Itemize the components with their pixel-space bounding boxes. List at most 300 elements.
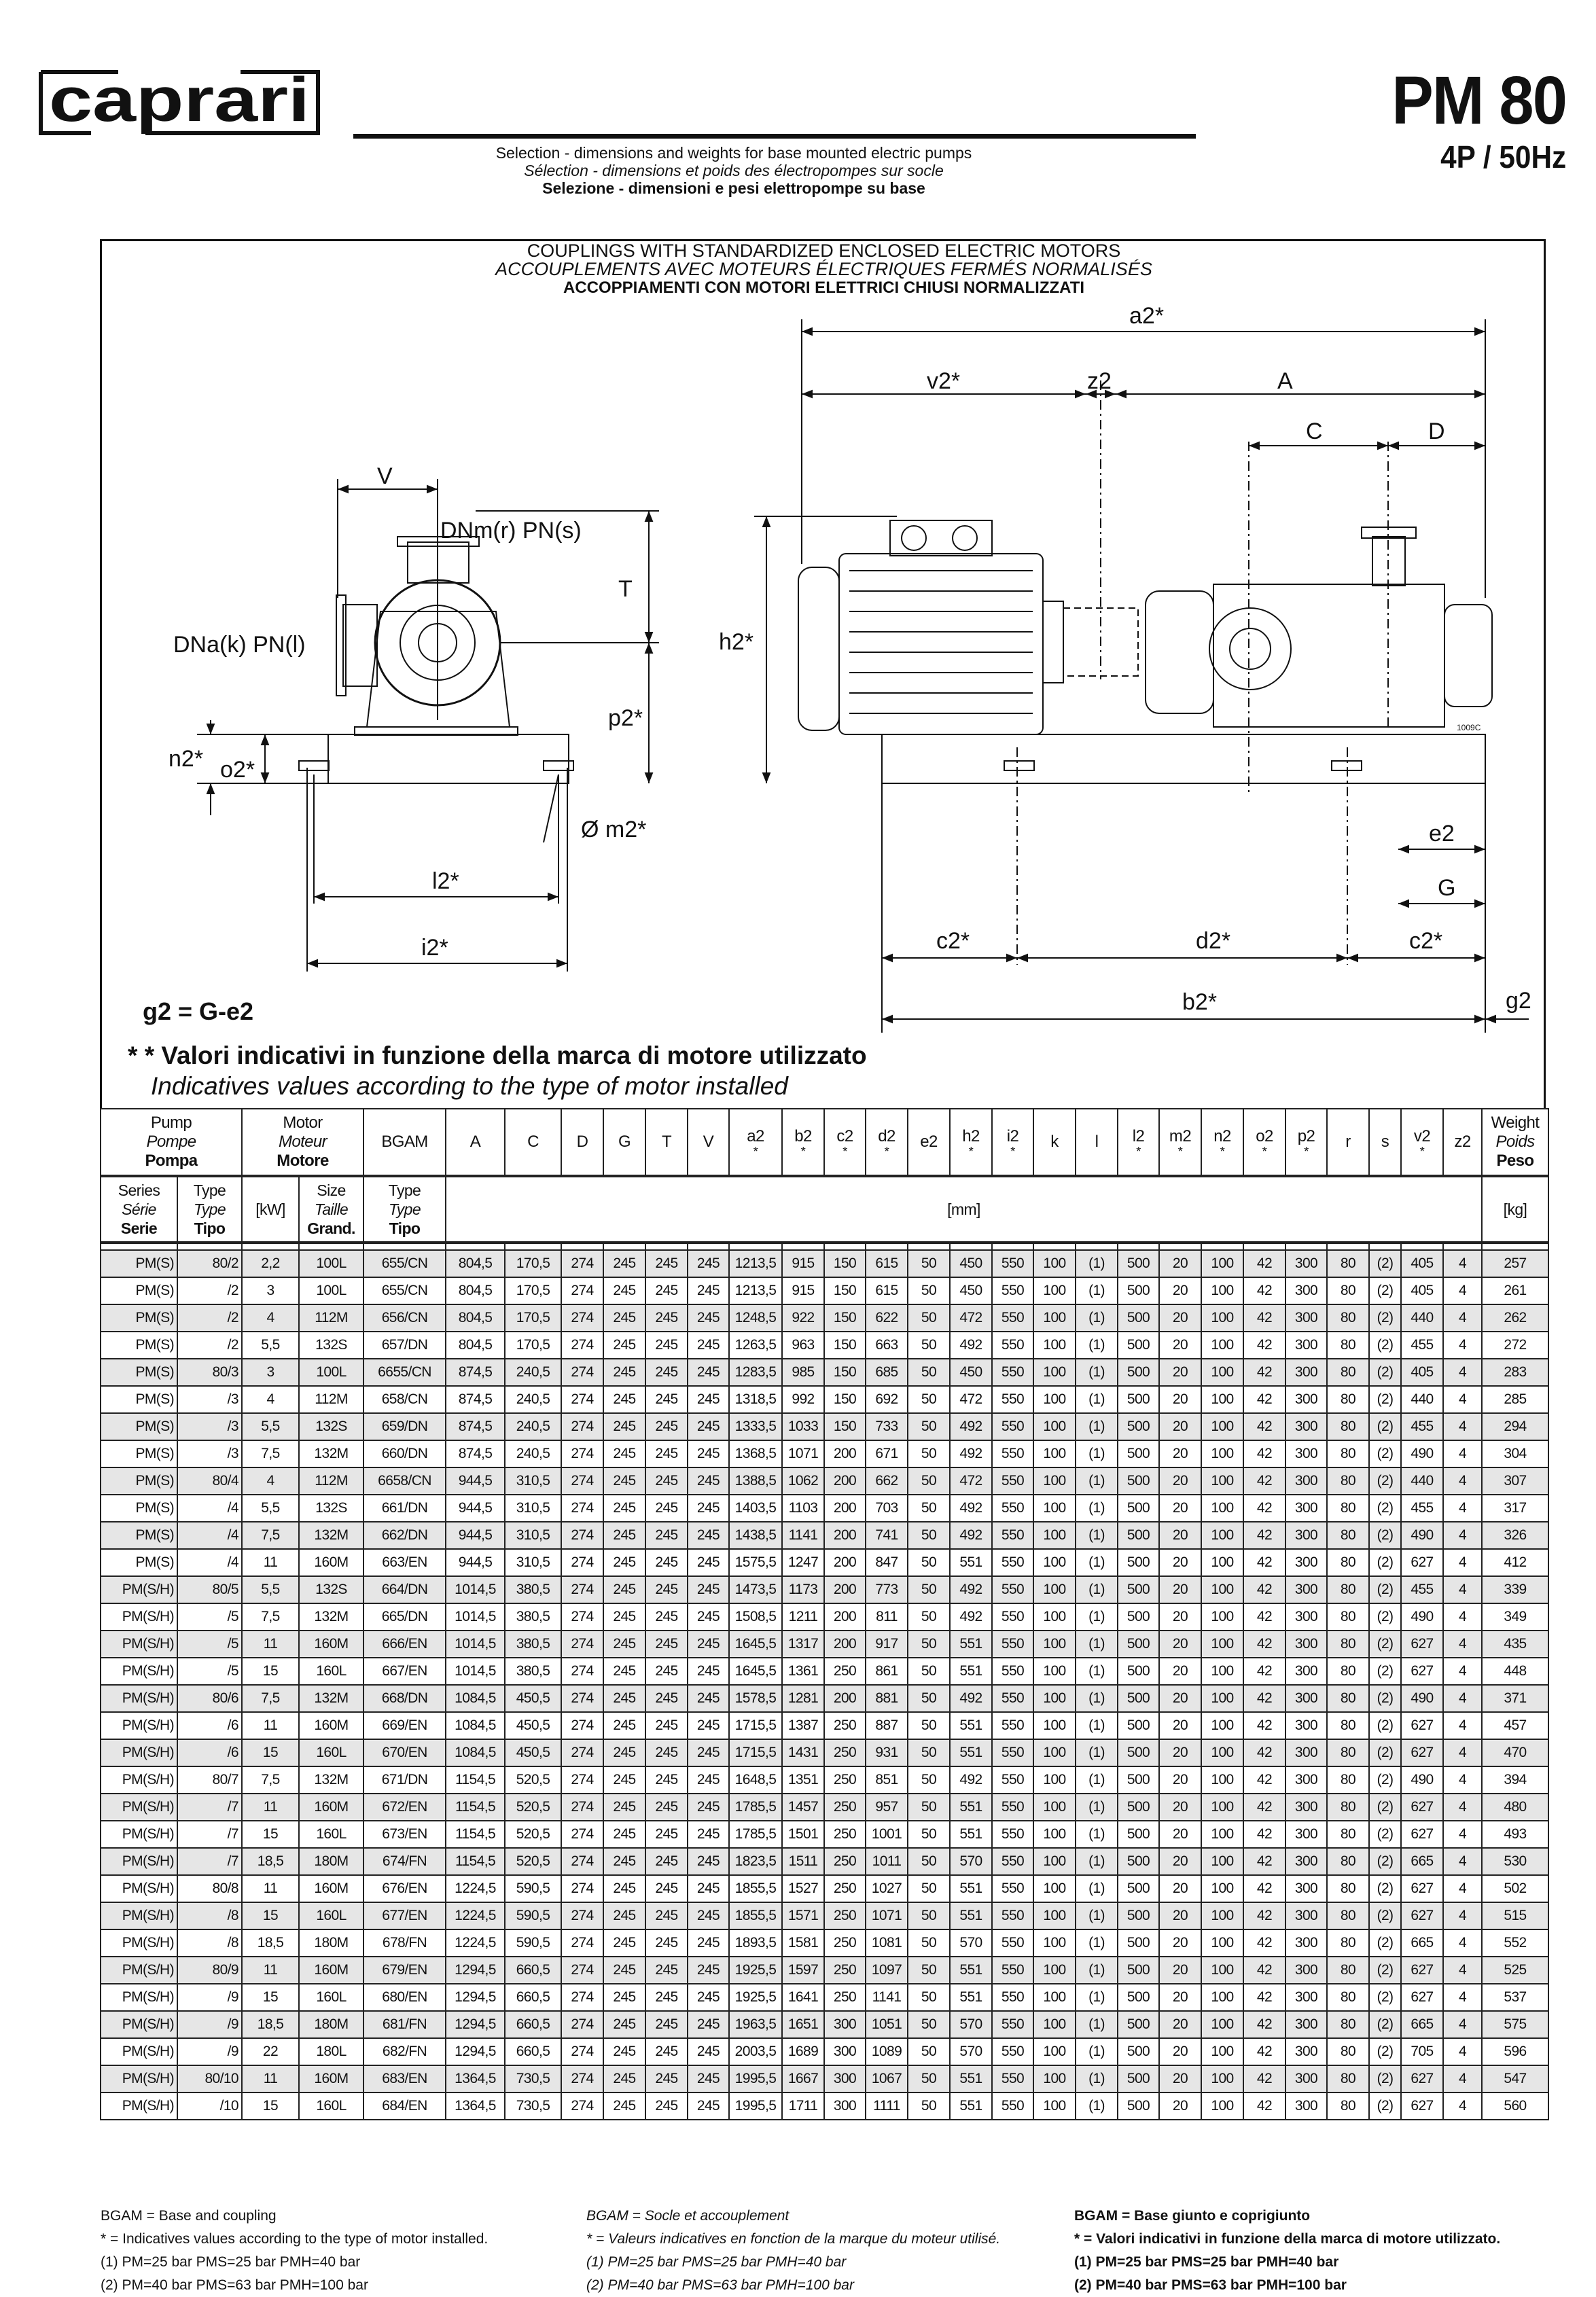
model-variant: 4P / 50Hz xyxy=(1440,139,1566,175)
table-cell: 1667 xyxy=(782,2065,824,2093)
table-cell: 1154,5 xyxy=(446,1766,505,1794)
table-cell: 596 xyxy=(1482,2038,1548,2065)
table-cell: 80 xyxy=(1327,1467,1369,1495)
label-b2: b2* xyxy=(1182,989,1218,1015)
table-cell: 405 xyxy=(1401,1359,1443,1386)
table-cell: 500 xyxy=(1118,1495,1159,1522)
table-cell: 666/EN xyxy=(363,1631,446,1658)
table-cell: 42 xyxy=(1243,2093,1285,2120)
table-cell: 20 xyxy=(1159,1495,1201,1522)
table-cell: 4 xyxy=(1443,1359,1482,1386)
table-cell: 550 xyxy=(992,2065,1033,2093)
table-cell: 300 xyxy=(1285,1957,1327,1984)
table-cell: 80 xyxy=(1327,1522,1369,1549)
table-cell: 4 xyxy=(1443,1522,1482,1549)
table-cell: /7 xyxy=(177,1848,242,1875)
table-cell: 160M xyxy=(299,2065,363,2093)
spacer-cell xyxy=(1443,1243,1482,1250)
table-cell: 310,5 xyxy=(505,1495,561,1522)
table-cell: 550 xyxy=(992,1766,1033,1794)
table-cell: 245 xyxy=(645,1821,688,1848)
subtitle-it: Selezione - dimensioni e pesi elettropompe su base xyxy=(542,179,925,197)
table-cell: PM(S/H) xyxy=(101,2038,177,2065)
indicative-note-en: Indicatives values according to the type of motor installed xyxy=(151,1072,788,1100)
table-cell: 550 xyxy=(992,1386,1033,1413)
spacer-cell xyxy=(688,1243,729,1250)
table-cell: 250 xyxy=(824,1957,866,1984)
table-cell: 500 xyxy=(1118,1386,1159,1413)
table-cell: 100 xyxy=(1033,1250,1076,1277)
table-cell: 537 xyxy=(1482,1984,1548,2011)
table-cell: 300 xyxy=(1285,1522,1327,1549)
table-cell: (1) xyxy=(1076,1359,1118,1386)
table-cell: 274 xyxy=(561,1929,603,1957)
spacer-cell xyxy=(603,1243,645,1250)
table-cell: 550 xyxy=(992,2093,1033,2120)
table-cell: 250 xyxy=(824,1821,866,1848)
table-cell: 1963,5 xyxy=(729,2011,782,2038)
label-o2: o2* xyxy=(220,757,255,783)
table-cell: 42 xyxy=(1243,1875,1285,1902)
table-cell: 42 xyxy=(1243,1386,1285,1413)
table-cell: PM(S/H) xyxy=(101,2011,177,2038)
table-cell: 1457 xyxy=(782,1794,824,1821)
table-cell: 50 xyxy=(908,1413,950,1440)
table-cell: 405 xyxy=(1401,1277,1443,1304)
table-cell: 80 xyxy=(1327,1576,1369,1603)
table-cell: 160M xyxy=(299,1957,363,1984)
table-row xyxy=(101,1957,1548,1984)
table-cell: 1648,5 xyxy=(729,1766,782,1794)
spacer-cell xyxy=(505,1243,561,1250)
table-cell: 349 xyxy=(1482,1603,1548,1631)
label-V: V xyxy=(377,463,393,489)
header-dim-i2: i2 * xyxy=(992,1109,1033,1176)
table-cell: 4 xyxy=(1443,1495,1482,1522)
table-cell: 42 xyxy=(1243,1902,1285,1929)
table-cell: 300 xyxy=(1285,1250,1327,1277)
table-cell: 730,5 xyxy=(505,2065,561,2093)
header-dim-V: V xyxy=(688,1109,729,1176)
table-cell: 4 xyxy=(1443,1848,1482,1875)
table-cell: (2) xyxy=(1369,1957,1401,1984)
table-cell: 112M xyxy=(299,1304,363,1332)
table-row xyxy=(101,1712,1548,1739)
table-cell: 245 xyxy=(688,1658,729,1685)
table-row xyxy=(101,1277,1548,1304)
indicative-note-it: * * Valori indicativi in funzione della marca di motore utilizzato xyxy=(128,1041,867,1069)
table-cell: (2) xyxy=(1369,1549,1401,1576)
table-row xyxy=(101,1359,1548,1386)
table-cell: 300 xyxy=(1285,1631,1327,1658)
table-cell: 1033 xyxy=(782,1413,824,1440)
table-cell: PM(S) xyxy=(101,1359,177,1386)
table-cell: 1508,5 xyxy=(729,1603,782,1631)
table-cell: 679/EN xyxy=(363,1957,446,1984)
table-cell: 4 xyxy=(1443,1984,1482,2011)
table-cell: 80 xyxy=(1327,1658,1369,1685)
table-cell: 250 xyxy=(824,1929,866,1957)
header-dim-d2: d2 * xyxy=(866,1109,908,1176)
table-cell: 150 xyxy=(824,1304,866,1332)
table-cell: 250 xyxy=(824,1902,866,1929)
table-cell: 160L xyxy=(299,1821,363,1848)
table-cell: 300 xyxy=(824,2093,866,2120)
table-cell: 20 xyxy=(1159,1250,1201,1277)
table-cell: 1925,5 xyxy=(729,1984,782,2011)
table-cell: 245 xyxy=(645,2038,688,2065)
table-row xyxy=(101,1902,1548,1929)
spacer-cell xyxy=(950,1243,992,1250)
table-cell: 1689 xyxy=(782,2038,824,2065)
table-cell: 500 xyxy=(1118,1277,1159,1304)
table-cell: 80 xyxy=(1327,1277,1369,1304)
table-cell: 100 xyxy=(1201,1359,1243,1386)
header-dim-p2: p2 * xyxy=(1285,1109,1327,1176)
table-cell: /8 xyxy=(177,1929,242,1957)
table-cell: 100 xyxy=(1033,1929,1076,1957)
table-cell: 550 xyxy=(992,1495,1033,1522)
table-cell: 677/EN xyxy=(363,1902,446,1929)
header-dim-h2: h2 * xyxy=(950,1109,992,1176)
table-cell: 245 xyxy=(688,2038,729,2065)
table-cell: 804,5 xyxy=(446,1277,505,1304)
table-cell: 655/CN xyxy=(363,1277,446,1304)
table-cell: 245 xyxy=(603,1359,645,1386)
table-cell: 250 xyxy=(824,1984,866,2011)
table-cell: 300 xyxy=(1285,1576,1327,1603)
table-cell: 4 xyxy=(1443,1467,1482,1495)
table-cell: 11 xyxy=(242,1712,299,1739)
table-cell: 80 xyxy=(1327,1766,1369,1794)
table-cell: 1651 xyxy=(782,2011,824,2038)
table-cell: 4 xyxy=(1443,1929,1482,1957)
table-row xyxy=(101,1929,1548,1957)
table-cell: 881 xyxy=(866,1685,908,1712)
table-cell: 1473,5 xyxy=(729,1576,782,1603)
table-cell: 80/5 xyxy=(177,1576,242,1603)
table-cell: 150 xyxy=(824,1386,866,1413)
table-cell: 665 xyxy=(1401,1848,1443,1875)
table-cell: 250 xyxy=(824,1766,866,1794)
table-cell: (2) xyxy=(1369,1631,1401,1658)
table-cell: 245 xyxy=(688,1332,729,1359)
table-cell: 300 xyxy=(1285,1984,1327,2011)
table-cell: 1855,5 xyxy=(729,1875,782,1902)
table-cell: 100 xyxy=(1201,1902,1243,1929)
table-cell: 665 xyxy=(1401,2011,1443,2038)
table-cell: 963 xyxy=(782,1332,824,1359)
spacer-cell xyxy=(992,1243,1033,1250)
table-cell: 4 xyxy=(1443,1277,1482,1304)
table-cell: 1154,5 xyxy=(446,1821,505,1848)
table-cell: 274 xyxy=(561,1875,603,1902)
table-cell: 50 xyxy=(908,1495,950,1522)
table-cell: 550 xyxy=(992,1685,1033,1712)
table-cell: 300 xyxy=(1285,2011,1327,2038)
table-cell: 550 xyxy=(992,1440,1033,1467)
table-cell: 100 xyxy=(1201,1984,1243,2011)
table-cell: 590,5 xyxy=(505,1929,561,1957)
table-cell: 100 xyxy=(1033,1685,1076,1712)
table-cell: 132S xyxy=(299,1413,363,1440)
table-cell: 627 xyxy=(1401,2093,1443,2120)
spacer-cell xyxy=(1076,1243,1118,1250)
table-cell: 1154,5 xyxy=(446,1848,505,1875)
table-cell: 245 xyxy=(645,1250,688,1277)
table-cell: 100L xyxy=(299,1359,363,1386)
table-cell: 804,5 xyxy=(446,1332,505,1359)
table-cell: 245 xyxy=(688,1413,729,1440)
table-cell: 7,5 xyxy=(242,1685,299,1712)
table-cell: 50 xyxy=(908,1467,950,1495)
table-cell: 170,5 xyxy=(505,1277,561,1304)
table-cell: 245 xyxy=(603,1440,645,1467)
table-cell: 4 xyxy=(1443,2065,1482,2093)
table-cell: 570 xyxy=(950,1848,992,1875)
table-cell: 245 xyxy=(603,1495,645,1522)
header-dim-n2: n2 * xyxy=(1201,1109,1243,1176)
table-cell: 657/DN xyxy=(363,1332,446,1359)
label-e2: e2 xyxy=(1429,821,1455,847)
table-row xyxy=(101,1576,1548,1603)
table-cell: 733 xyxy=(866,1413,908,1440)
table-cell: 80 xyxy=(1327,1902,1369,1929)
table-cell: 1571 xyxy=(782,1902,824,1929)
table-cell: 257 xyxy=(1482,1250,1548,1277)
table-cell: 551 xyxy=(950,1821,992,1848)
label-T: T xyxy=(618,576,633,602)
table-cell: 1823,5 xyxy=(729,1848,782,1875)
table-cell: 42 xyxy=(1243,1712,1285,1739)
table-cell: (2) xyxy=(1369,1304,1401,1332)
table-cell: 500 xyxy=(1118,1984,1159,2011)
table-cell: 520,5 xyxy=(505,1766,561,1794)
table-cell: /9 xyxy=(177,2038,242,2065)
table-cell: 1294,5 xyxy=(446,1984,505,2011)
table-cell: 50 xyxy=(908,1712,950,1739)
table-cell: 4 xyxy=(1443,1766,1482,1794)
table-cell: 300 xyxy=(1285,1848,1327,1875)
table-cell: 550 xyxy=(992,1902,1033,1929)
table-cell: 1027 xyxy=(866,1875,908,1902)
table-cell: 5,5 xyxy=(242,1576,299,1603)
table-cell: 1283,5 xyxy=(729,1359,782,1386)
table-row xyxy=(101,1984,1548,2011)
table-cell: 245 xyxy=(603,1984,645,2011)
table-cell: 42 xyxy=(1243,1685,1285,1712)
drawing-code: 1009C xyxy=(1457,723,1481,732)
table-cell: 615 xyxy=(866,1250,908,1277)
table-cell: 250 xyxy=(824,1739,866,1766)
table-cell: 1084,5 xyxy=(446,1712,505,1739)
table-cell: 551 xyxy=(950,1549,992,1576)
table-cell: 100 xyxy=(1033,1413,1076,1440)
table-cell: /2 xyxy=(177,1277,242,1304)
spacer-cell xyxy=(1285,1243,1327,1250)
table-cell: 100 xyxy=(1201,1386,1243,1413)
table-cell: 660,5 xyxy=(505,2011,561,2038)
table-cell: 550 xyxy=(992,1467,1033,1495)
table-cell: 245 xyxy=(645,1957,688,1984)
table-cell: 274 xyxy=(561,1250,603,1277)
table-cell: 1361 xyxy=(782,1658,824,1685)
table-cell: /4 xyxy=(177,1522,242,1549)
table-cell: (2) xyxy=(1369,2093,1401,2120)
table-cell: 4 xyxy=(1443,2011,1482,2038)
table-cell: 1294,5 xyxy=(446,1957,505,1984)
table-row xyxy=(101,1413,1548,1440)
table-cell: 310,5 xyxy=(505,1522,561,1549)
table-cell: 551 xyxy=(950,1739,992,1766)
table-cell: 1645,5 xyxy=(729,1658,782,1685)
table-cell: 245 xyxy=(645,1685,688,1712)
table-cell: 741 xyxy=(866,1522,908,1549)
label-n2: n2* xyxy=(169,746,204,772)
table-cell: 671/DN xyxy=(363,1766,446,1794)
table-cell: (1) xyxy=(1076,1902,1118,1929)
table-cell: /5 xyxy=(177,1603,242,1631)
table-cell: 50 xyxy=(908,1821,950,1848)
table-cell: 500 xyxy=(1118,1332,1159,1359)
table-cell: 245 xyxy=(603,1712,645,1739)
table-cell: 500 xyxy=(1118,1848,1159,1875)
table-cell: 300 xyxy=(1285,1549,1327,1576)
table-cell: 80 xyxy=(1327,1821,1369,1848)
table-cell: 15 xyxy=(242,2093,299,2120)
table-cell: 455 xyxy=(1401,1576,1443,1603)
table-cell: 551 xyxy=(950,1712,992,1739)
table-cell: 300 xyxy=(1285,1929,1327,1957)
table-cell: 1715,5 xyxy=(729,1712,782,1739)
table-cell: 100 xyxy=(1033,2011,1076,2038)
table-cell: 915 xyxy=(782,1250,824,1277)
spacer-cell xyxy=(782,1243,824,1250)
table-cell: /8 xyxy=(177,1902,242,1929)
table-cell: 500 xyxy=(1118,1766,1159,1794)
table-cell: 1527 xyxy=(782,1875,824,1902)
label-DNa: DNa(k) PN(l) xyxy=(173,632,306,658)
table-cell: 20 xyxy=(1159,1576,1201,1603)
table-spacer-row xyxy=(101,1243,1548,1250)
table-cell: 448 xyxy=(1482,1658,1548,1685)
label-i2: i2* xyxy=(421,935,448,961)
table-row xyxy=(101,1440,1548,1467)
table-cell: (1) xyxy=(1076,1739,1118,1766)
table-cell: 100 xyxy=(1033,1794,1076,1821)
table-cell: 300 xyxy=(1285,1712,1327,1739)
table-cell: 2003,5 xyxy=(729,2038,782,2065)
table-cell: 20 xyxy=(1159,1848,1201,1875)
table-cell: 502 xyxy=(1482,1875,1548,1902)
table-cell: 274 xyxy=(561,1576,603,1603)
table-cell: 627 xyxy=(1401,1902,1443,1929)
table-cell: 1224,5 xyxy=(446,1875,505,1902)
spacer-cell xyxy=(1401,1243,1443,1250)
table-cell: 1351 xyxy=(782,1766,824,1794)
table-row xyxy=(101,1332,1548,1359)
table-cell: 615 xyxy=(866,1277,908,1304)
table-cell: 245 xyxy=(688,1250,729,1277)
table-cell: 100 xyxy=(1033,1603,1076,1631)
table-cell: (2) xyxy=(1369,1794,1401,1821)
table-cell: 550 xyxy=(992,1603,1033,1631)
table-cell: PM(S/H) xyxy=(101,2065,177,2093)
table-cell: 245 xyxy=(603,1875,645,1902)
table-cell: 200 xyxy=(824,1631,866,1658)
indicative-note-it-text: * Valori indicativi in funzione della marca di motore utilizzato xyxy=(144,1041,867,1069)
table-cell: 274 xyxy=(561,1386,603,1413)
table-cell: 50 xyxy=(908,1984,950,2011)
table-cell: 274 xyxy=(561,2038,603,2065)
table-cell: 1294,5 xyxy=(446,2038,505,2065)
label-g2: g2 xyxy=(1506,988,1531,1014)
table-cell: 100 xyxy=(1033,1658,1076,1685)
table-cell: PM(S/H) xyxy=(101,1631,177,1658)
dimension-labels xyxy=(169,303,1531,1015)
table-cell: 300 xyxy=(1285,1413,1327,1440)
header-dim-b2: b2 * xyxy=(782,1109,824,1176)
table-cell: (1) xyxy=(1076,1549,1118,1576)
table-cell: 200 xyxy=(824,1576,866,1603)
table-cell: 245 xyxy=(688,1685,729,1712)
table-cell: 80 xyxy=(1327,1413,1369,1440)
table-cell: 662 xyxy=(866,1467,908,1495)
header-bgam-type: Type Type Tipo xyxy=(363,1176,446,1243)
table-cell: 455 xyxy=(1401,1413,1443,1440)
table-cell: 80 xyxy=(1327,1603,1369,1631)
table-cell: PM(S/H) xyxy=(101,1658,177,1685)
table-cell: 274 xyxy=(561,1957,603,1984)
table-cell: /9 xyxy=(177,1984,242,2011)
dimension-lines xyxy=(197,319,1529,1033)
table-cell: 661/DN xyxy=(363,1495,446,1522)
table-cell: 851 xyxy=(866,1766,908,1794)
label-z2: z2 xyxy=(1087,368,1112,394)
table-cell: 685 xyxy=(866,1359,908,1386)
header-dim-e2: e2 xyxy=(908,1109,950,1176)
table-cell: 50 xyxy=(908,1848,950,1875)
table-cell: 1084,5 xyxy=(446,1685,505,1712)
table-cell: 550 xyxy=(992,1821,1033,1848)
spacer-cell xyxy=(1482,1243,1548,1250)
table-cell: 874,5 xyxy=(446,1440,505,1467)
table-cell: 50 xyxy=(908,1766,950,1794)
table-cell: 547 xyxy=(1482,2065,1548,2093)
table-cell: 245 xyxy=(603,1576,645,1603)
table-cell: 4 xyxy=(1443,1685,1482,1712)
table-cell: 300 xyxy=(1285,1821,1327,1848)
table-cell: 245 xyxy=(603,1957,645,1984)
table-cell: 245 xyxy=(645,1739,688,1766)
table-cell: 245 xyxy=(645,1467,688,1495)
label-C: C xyxy=(1306,419,1323,444)
table-cell: 100 xyxy=(1201,1522,1243,1549)
table-cell: 663/EN xyxy=(363,1549,446,1576)
table-cell: 100L xyxy=(299,1277,363,1304)
table-cell: 300 xyxy=(1285,1359,1327,1386)
table-row xyxy=(101,2011,1548,2038)
table-cell: 20 xyxy=(1159,1359,1201,1386)
table-cell: 550 xyxy=(992,1413,1033,1440)
table-cell: 300 xyxy=(1285,1685,1327,1712)
table-cell: 80 xyxy=(1327,2093,1369,2120)
table-cell: PM(S) xyxy=(101,1549,177,1576)
table-cell: 4 xyxy=(1443,1576,1482,1603)
table-cell: 132M xyxy=(299,1440,363,1467)
table-cell: PM(S/H) xyxy=(101,1766,177,1794)
table-cell: 300 xyxy=(1285,1658,1327,1685)
